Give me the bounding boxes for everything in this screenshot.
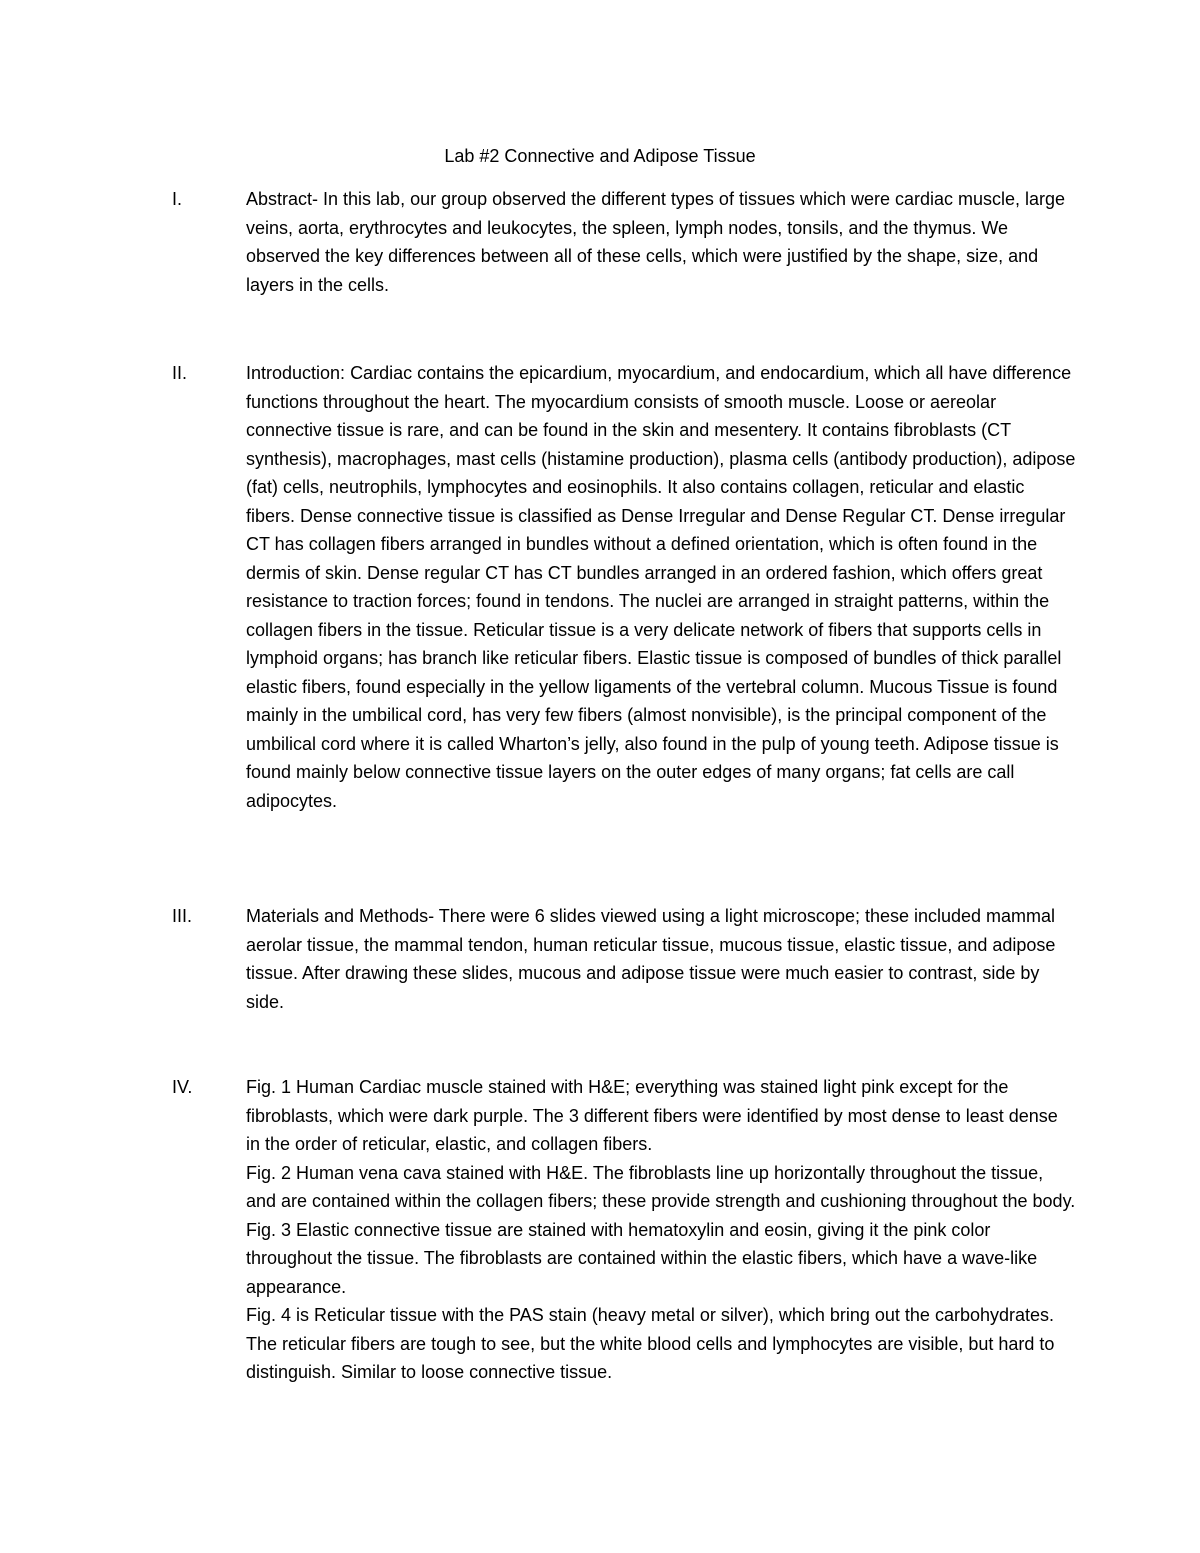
section-numeral: I. bbox=[172, 189, 183, 209]
section-numeral: III. bbox=[172, 906, 193, 926]
figure-2-caption: Fig. 2 Human vena cava stained with H&E. The fibroblasts line up horizontally throughout the tissue, and are contained within the collagen fibers; these provide strength and cushioning throughout the body. bbox=[246, 1162, 1076, 1211]
figure-4-caption: Fig. 4 is Reticular tissue with the PAS stain (heavy metal or silver), which bring out the carbohydrates. The reticular fibers are tough to see, but the white blood cells and lymphocytes are visible, but hard to distinguish. Similar to loose connective tissue. bbox=[246, 1305, 1055, 1382]
section-body bbox=[246, 1073, 1076, 1387]
materials-methods-paragraph: Materials and Methods- There were 6 slides viewed using a light microscope; these included mammal aerolar tissue, the mammal tendon, human reticular tissue, mucous tissue, elastic tissue, and adipose tissue. After drawing these slides, mucous and adipose tissue were much easier to contrast, side by side. bbox=[246, 906, 1056, 1012]
document-title: Lab #2 Connective and Adipose Tissue bbox=[444, 146, 756, 166]
section-numeral: IV. bbox=[172, 1077, 193, 1097]
section-numeral: II. bbox=[172, 363, 188, 383]
section-body bbox=[246, 359, 1076, 815]
figure-3-caption: Fig. 3 Elastic connective tissue are stained with hematoxylin and eosin, giving it the pink color throughout the tissue. The fibroblasts are contained within the elastic fibers, which have a wave-like appearance. bbox=[246, 1219, 1038, 1297]
section-body bbox=[246, 185, 1076, 299]
abstract-paragraph: Abstract- In this lab, our group observed the different types of tissues which were cardiac muscle, large veins, aorta, erythrocytes and leukocytes, the spleen, lymph nodes, tonsils, and the thymus. We observed the key differences between all of these cells, which were justified by the shape, size, and layers in the cells. bbox=[246, 189, 1066, 295]
figure-1-caption: Fig. 1 Human Cardiac muscle stained with H&E; everything was stained light pink except for the fibroblasts, which were dark purple. The 3 different fibers were identified by most dense to least dense in the order of reticular, elastic, and collagen fibers. bbox=[246, 1077, 1058, 1154]
introduction-paragraph: Introduction: Cardiac contains the epicardium, myocardium, and endocardium, which all have difference functions throughout the heart. The myocardium consists of smooth muscle. Loose or aereolar connective tissue is rare, and can be found in the skin and mesentery. It contains fibroblasts (CT synthesis), macrophages, mast cells (histamine production), plasma cells (antibody production), adipose (fat) cells, neutrophils, lymphocytes and eosinophils. It also contains collagen, reticular and elastic fibers. Dense connective tissue is classified as Dense Irregular and Dense Regular CT. Dense irregular CT has collagen fibers arranged in bundles without a defined orientation, which is often found in the dermis of skin. Dense regular CT has CT bundles arranged in an ordered fashion, which offers great resistance to traction forces; found in tendons. The nuclei are arranged in straight patterns, within the collagen fibers in the tissue. Reticular tissue is a very delicate network of fibers that supports cells in lymphoid organs; has branch like reticular fibers. Elastic tissue is composed of bundles of thick parallel elastic fibers, found especially in the yellow ligaments of the vertebral column. Mucous Tissue is found mainly in the umbilical cord, has very few fibers (almost nonvisible), is the principal component of the umbilical cord where it is called Wharton’s jelly, also found in the pulp of young teeth. Adipose tissue is found mainly below connective tissue layers on the outer edges of many organs; fat cells are call adipocytes. bbox=[246, 363, 1076, 811]
section-body bbox=[246, 902, 1076, 1016]
